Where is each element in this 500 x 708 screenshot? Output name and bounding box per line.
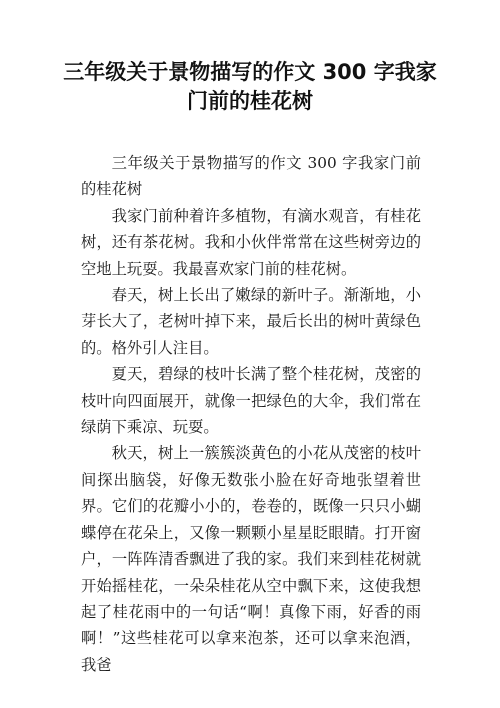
paragraph-intro: 我家门前种着许多植物，有滴水观音，有桂花树，还有茶花树。我和小伙伴常常在这些树旁边的空地上玩耍。我最喜欢家门前的桂花树。 — [81, 206, 421, 278]
document-body — [81, 150, 421, 678]
document-title: 三年级关于景物描写的作文 300 字我家门前的桂花树 — [63, 60, 437, 113]
paragraph-title-repeat: 三年级关于景物描写的作文 300 字我家门前的桂花树 — [81, 154, 421, 199]
paragraph-autumn: 秋天，树上一簇簇淡黄色的小花从茂密的枝叶间探出脑袋，好像无数张小脸在好奇地张望着世界。它们的花瓣小小的，卷卷的，既像一只只小蝴蝶停在花朵上，又像一颗颗小星星眨眼睛。打开窗户，一阵阵清香飘进了我的家。我们来到桂花树就开始摇桂花，一朵朵桂花从空中飘下来，这使我想起了桂花雨中的一句话“啊！真像下雨，好香的雨啊！”这些桂花可以拿来泡茶，还可以拿来泡酒，我爸 — [81, 444, 421, 674]
paragraph-spring: 春天，树上长出了嫩绿的新叶子。渐渐地，小芽长大了，老树叶掉下来，最后长出的树叶黄绿色的。格外引人注目。 — [81, 286, 421, 357]
paragraph-summer: 夏天，碧绿的枝叶长满了整个桂花树，茂密的枝叶向四面展开，就像一把绿色的大伞，我们常在绿荫下乘凉、玩耍。 — [81, 365, 421, 437]
